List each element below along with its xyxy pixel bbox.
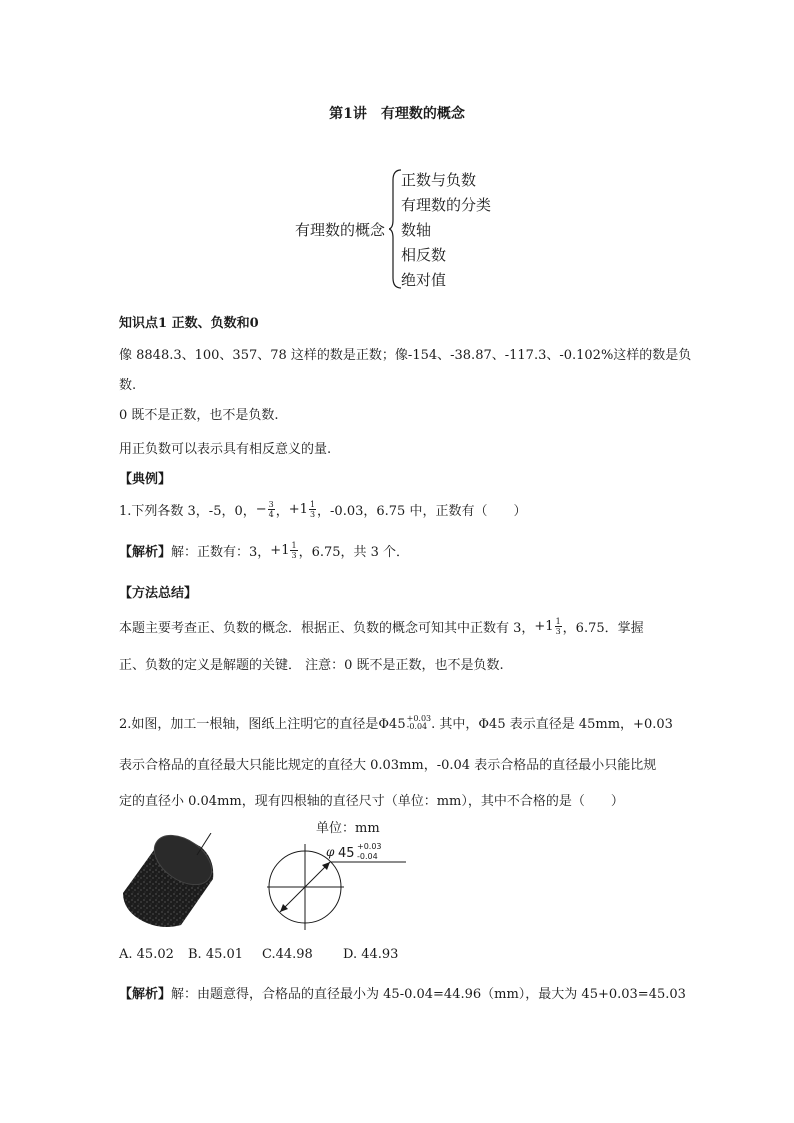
paragraph-line: 像 8848.3、100、357、78 这样的数是正数；像-154、-38.87、-117.3、-0.102%这样的数是负: [119, 348, 692, 363]
fraction-denominator: 3: [291, 551, 297, 560]
answer-text: 解：由题意得，合格品的直径最小为 45-0.04=44.96（mm），最大为 45+0.03=45.03: [171, 987, 686, 1002]
answer-1: [119, 541, 409, 560]
phi-symbol: φ: [326, 845, 335, 859]
question-2-line: 定的直径小 0.04mm，现有四根轴的直径尺寸（单位：mm），其中不合格的是（ ）: [119, 794, 624, 809]
concept-map-root: 有理数的概念: [295, 221, 386, 239]
paragraph-line: 用正负数可以表示具有相反意义的量.: [119, 442, 332, 457]
method-text: 本题主要考查正、负数的概念．根据正、负数的概念可知其中正数有 3，: [119, 621, 535, 636]
method-text: ，6.75．掌握: [562, 621, 644, 636]
paragraph-line: 0 既不是正数，也不是负数.: [119, 408, 279, 423]
answer-2: [119, 983, 686, 1002]
question-2-text: 2.如图，加工一根轴，图纸上注明它的直径是Φ45: [119, 717, 406, 732]
concept-map-item: 有理数的分类: [401, 196, 492, 214]
fraction-numerator: 1: [555, 617, 561, 626]
analysis-label: 【解析】: [119, 545, 172, 560]
choice-c: C.44.98: [262, 947, 313, 962]
fraction: [309, 500, 316, 519]
mixed-number-whole: +1: [534, 619, 554, 634]
concept-map-item: 相反数: [401, 246, 447, 264]
fraction-denominator: 3: [309, 510, 316, 519]
choice-d: D. 44.93: [343, 947, 399, 962]
fraction: [290, 541, 297, 560]
fraction-denominator: 3: [555, 627, 561, 636]
tolerance-upper: +0.03: [357, 842, 382, 851]
separator: ，: [275, 504, 289, 519]
tolerance-lower: -0.04: [357, 852, 378, 861]
nominal-diameter: 45: [338, 846, 355, 861]
tolerance: [407, 715, 432, 731]
figure-unit-label: 单位：mm: [316, 821, 380, 836]
mixed-number-whole: +1: [270, 543, 290, 558]
choice-b: B. 45.01: [188, 947, 244, 962]
fraction: [268, 500, 275, 519]
question-1: [119, 500, 526, 519]
example-label: 【典例】: [119, 472, 172, 487]
method-summary-line: [119, 617, 644, 636]
fraction-numerator: 3: [268, 500, 274, 509]
fraction-numerator: 1: [309, 500, 316, 509]
analysis-label: 【解析】: [119, 987, 172, 1002]
choice-a: A. 45.02: [119, 947, 174, 962]
tolerance-upper: +0.03: [406, 713, 432, 723]
method-label: 【方法总结】: [119, 586, 198, 601]
tolerance-lower: -0.04: [406, 721, 428, 731]
paragraph-line: 数.: [119, 378, 137, 393]
fraction: [555, 617, 562, 636]
answer-text: 解：正数有：3，: [171, 545, 271, 560]
minus-sign: −: [255, 502, 267, 517]
question-2-line: [119, 713, 673, 732]
page-title: 第1讲 有理数的概念: [329, 106, 465, 122]
question-2-text: . 其中，Φ45 表示直径是 45mm，+0.03: [431, 717, 673, 732]
method-summary-line: 正、负数的定义是解题的关键． 注意：0 既不是正数，也不是负数.: [119, 658, 504, 673]
question-2-line: 表示合格品的直径最大只能比规定的直径大 0.03mm，-0.04 表示合格品的直径最小只能比规: [119, 758, 657, 773]
concept-map-item: 正数与负数: [401, 171, 477, 189]
diameter-diagram: [262, 832, 412, 932]
section-heading: 知识点1 正数、负数和0: [119, 316, 259, 331]
concept-map-item: 绝对值: [401, 271, 447, 289]
fraction-numerator: 1: [291, 541, 297, 550]
question-1-suffix: ，-0.03，6.75 中，正数有（ ）: [317, 504, 527, 519]
fraction-denominator: 4: [268, 510, 274, 519]
answer-text: ，6.75，共 3 个．: [298, 545, 410, 560]
question-1-prefix: 1.下列各数 3，-5，0，: [119, 504, 256, 519]
concept-map-item: 数轴: [401, 221, 432, 239]
shaft-illustration: [119, 833, 231, 931]
mixed-number-whole: +1: [288, 502, 308, 517]
